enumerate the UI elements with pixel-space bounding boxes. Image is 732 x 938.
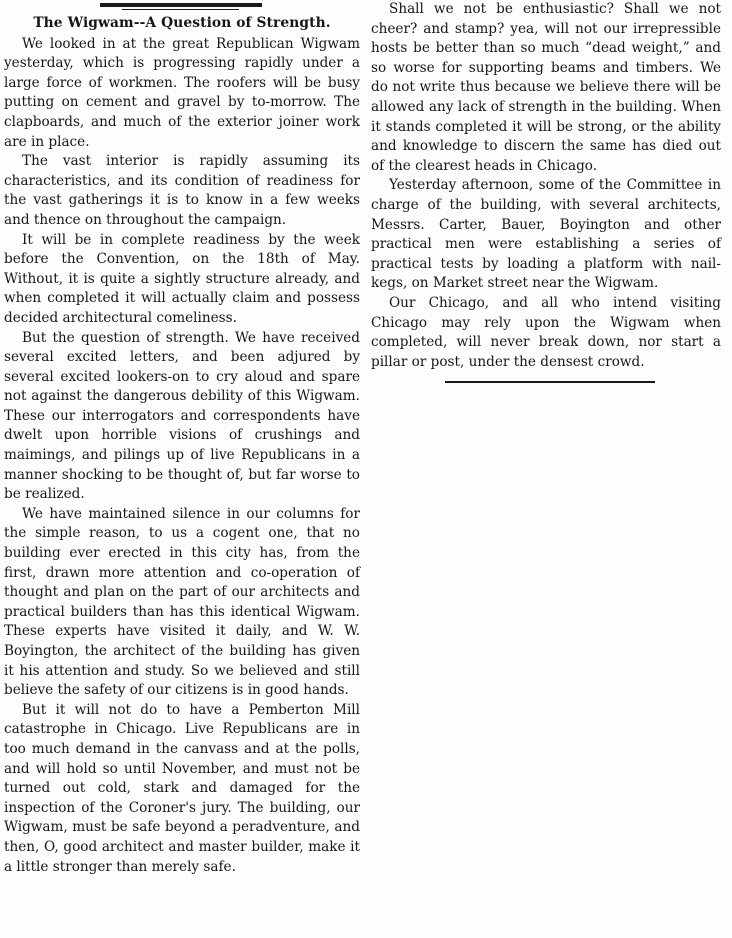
header-rule-thin: [122, 9, 239, 10]
article-headline: The Wigwam--A Question of Strength.: [33, 15, 331, 31]
article-paragraph: Shall we not be enthusiastic? Shall we not cheer? and stamp? yea, will not our irrepressible hosts be better than so much “dead weight,” and so worse for supporting beams and timbers. We do not write thus because we believe there will be allowed any lack of strength in the building. When it stands completed it will be strong, or the ability and knowledge to discern the same has died out of the clearest heads in Chicago.: [371, 1, 721, 174]
article-paragraph: Yesterday afternoon, some of the Committee in charge of the building, with several architects, Messrs. Carter, Bauer, Boyington and other practical men were establishing a series of practical tests by loading a platform with nail-kegs, on Market street near the Wigwam.: [371, 177, 721, 292]
article-paragraph: It will be in complete readiness by the week before the Convention, on the 18th of May. Without, it is quite a sightly structure already, and when completed it will actually claim and possess decided architectural comeliness.: [4, 231, 360, 326]
article-paragraph: Our Chicago, and all who intend visiting Chicago may rely upon the Wigwam when completed, will never break down, nor start a pillar or post, under the densest crowd.: [371, 294, 721, 370]
right-column: [371, 0, 721, 383]
article-paragraph: The vast interior is rapidly assuming its characteristics, and its condition of readiness for the vast gatherings it is to know in a few weeks and thence on throughout the campaign.: [4, 153, 360, 228]
article-end-rule: [445, 381, 655, 383]
article-paragraph: We have maintained silence in our columns for the simple reason, to us a cogent one, that no building ever erected in this city has, from the first, drawn more attention and co-operation of thought and plan on the part of our architects and practical builders than has this identical Wigwam. These experts have visited it daily, and W. W. Boyington, the architect of the building has given it his attention and study. So we believed and still believe the safety of our citizens is in good hands.: [4, 505, 360, 699]
header-rule-thick: [100, 3, 262, 7]
article-paragraph: But the question of strength. We have received several excited letters, and been adjured by several excited lookers-on to cry aloud and spare not against the dangerous debility of this Wigwam. These our interrogators and correspondents have dwelt upon horrible visions of crushings and maimings, and pilings up of live Republicans in a manner shocking to be thought of, but far worse to be realized.: [4, 329, 360, 503]
article-paragraph: We looked in at the great Republican Wigwam yesterday, which is progressing rapidly under a large force of workmen. The roofers will be busy putting on cement and gravel by to-morrow. The clapboards, and much of the exterior joiner work are in place.: [4, 35, 360, 150]
left-column: [4, 0, 360, 877]
header-rule: [4, 2, 360, 10]
article-paragraph: But it will not do to have a Pemberton Mill catastrophe in Chicago. Live Republicans are in too much demand in the canvass and at the polls, and will hold so until November, and must not be turned out cold, stark and damaged for the inspection of the Coroner's jury. The building, our Wigwam, must be safe beyond a peradventure, and then, O, good architect and master builder, make it a little stronger than merely safe.: [4, 701, 360, 875]
